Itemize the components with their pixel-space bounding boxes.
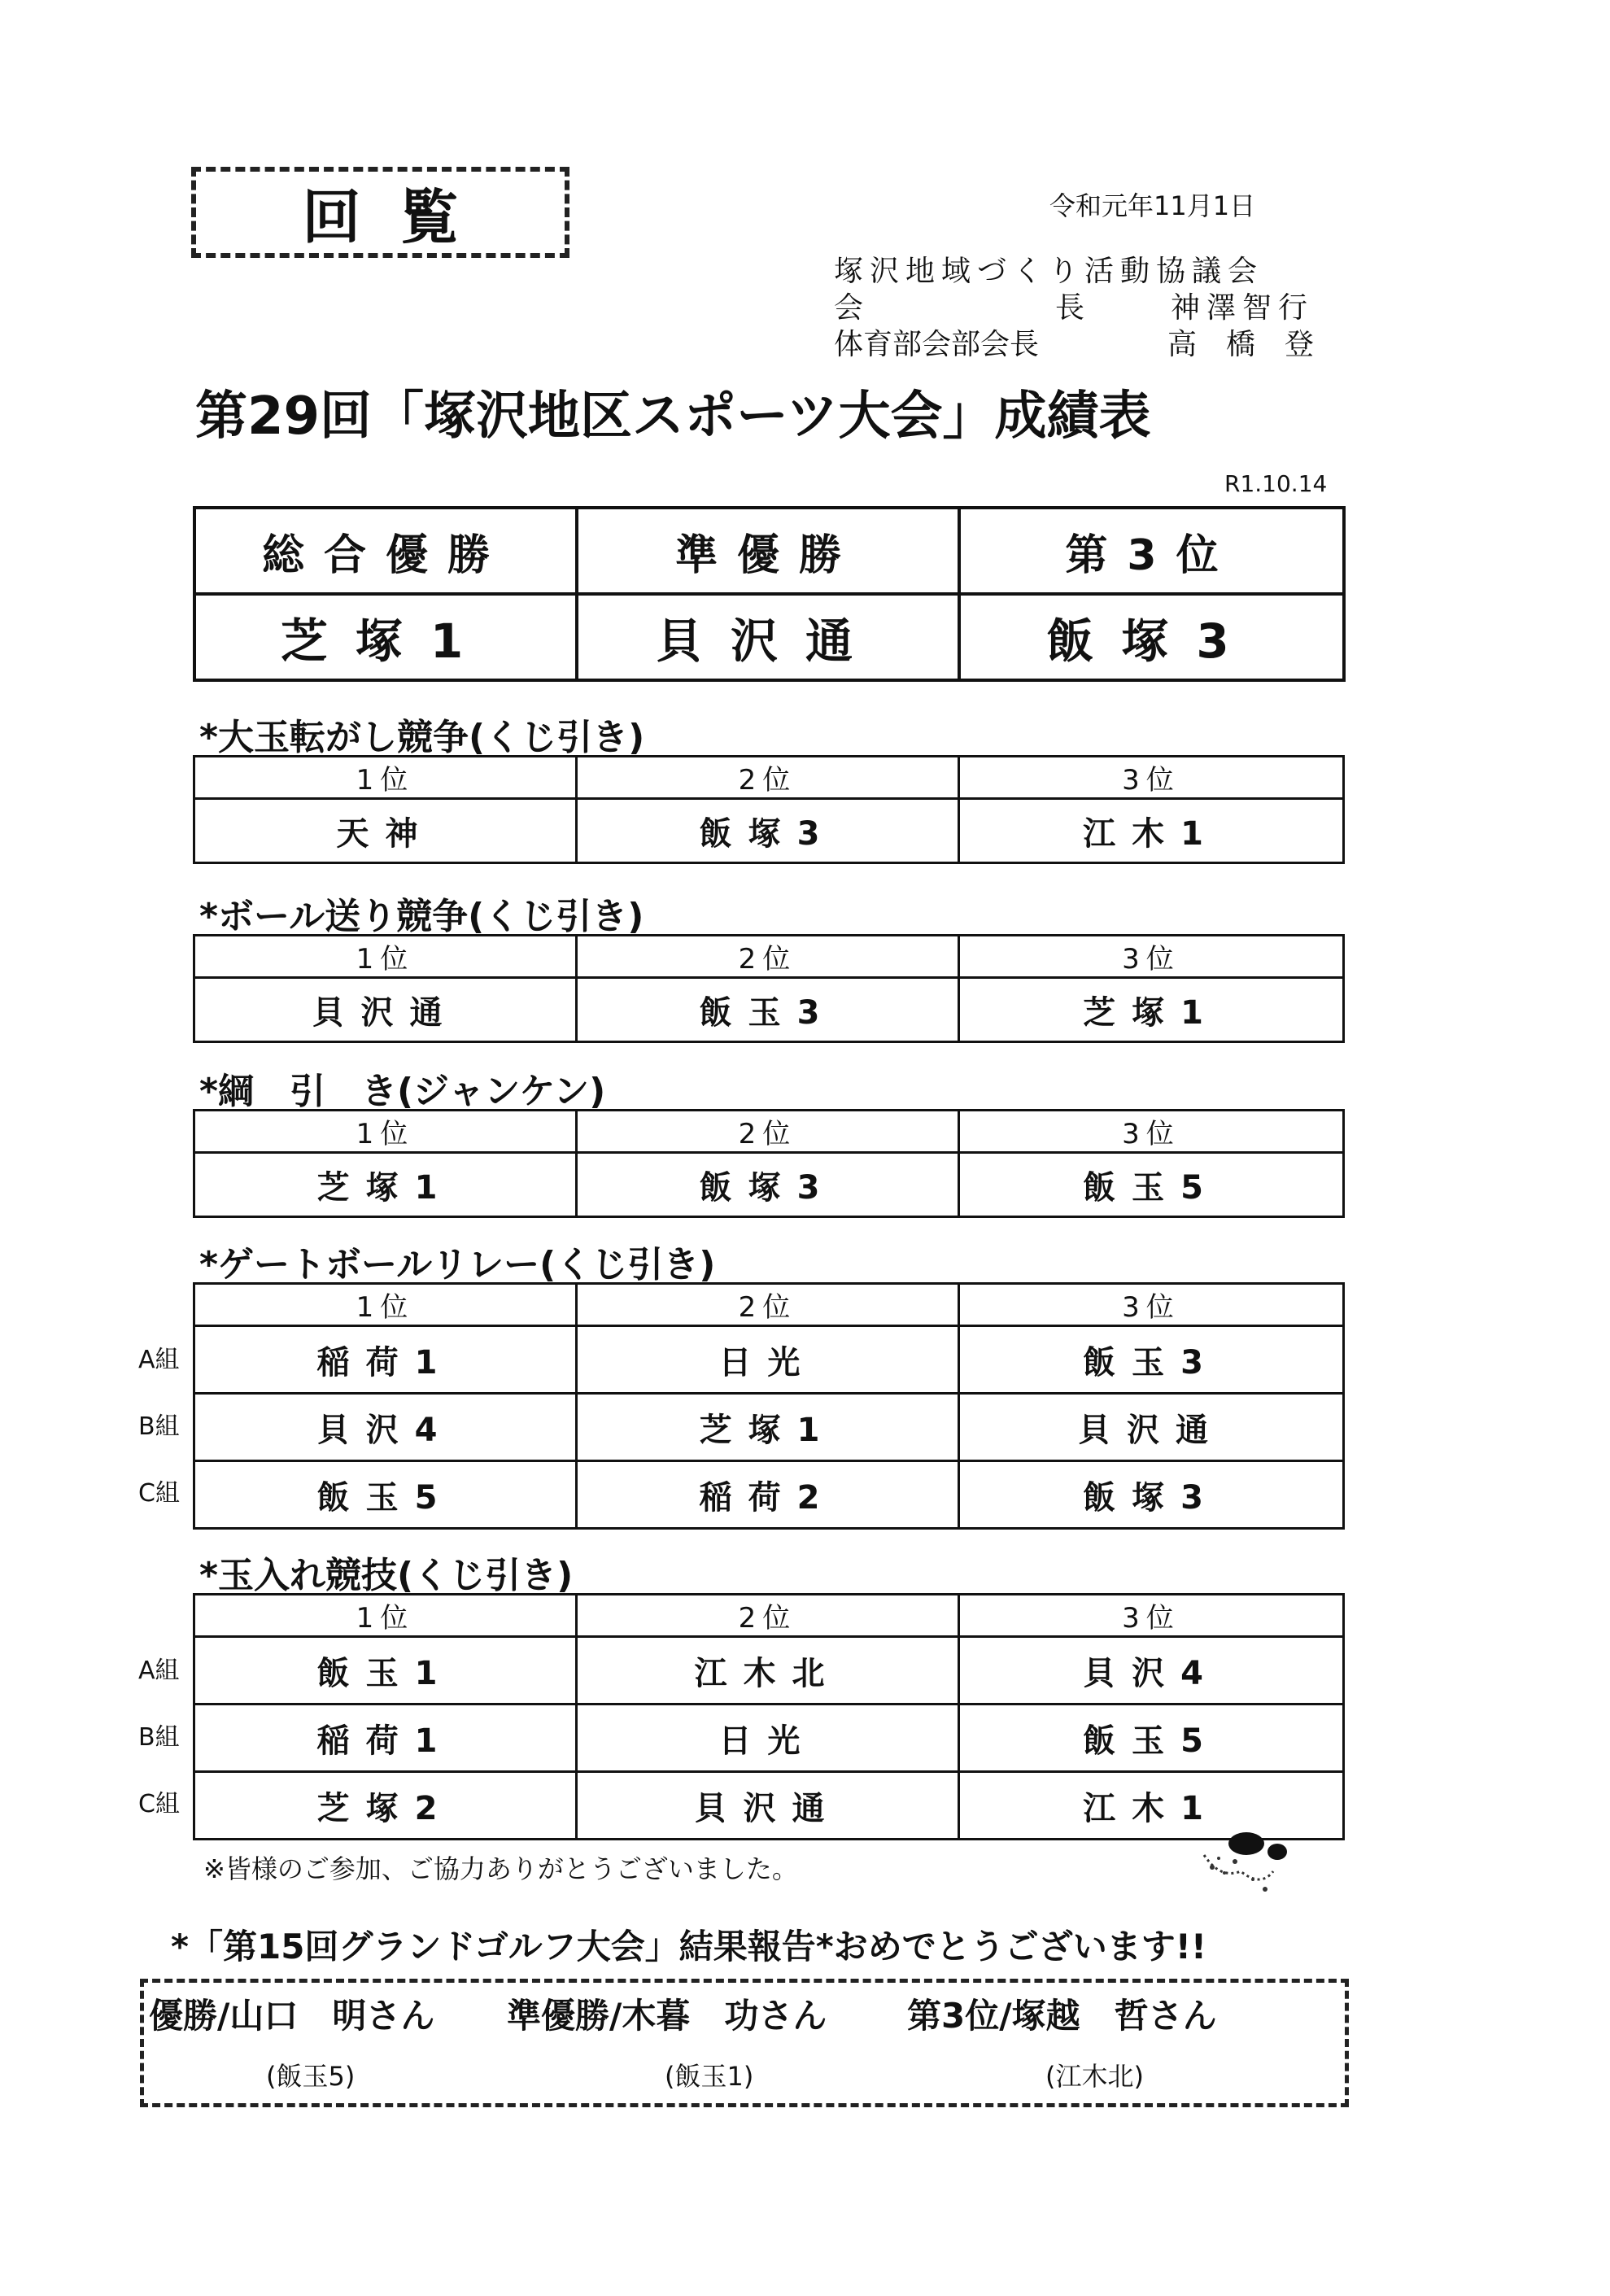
result-cell: 芝塚2: [194, 1772, 577, 1840]
event-table: [193, 1109, 1345, 1218]
result-cell: 飯玉3: [577, 978, 959, 1042]
result-cell: 芝塚1: [194, 1153, 577, 1217]
table-row: [194, 1394, 1344, 1461]
event-title: *玉入れ競技(くじ引き): [199, 1555, 574, 1596]
overall-value-row: [194, 594, 1344, 680]
overall-header-2: 準優勝: [577, 508, 959, 594]
decoration-illustration-icon: [1196, 1822, 1294, 1904]
rank-header: 1位: [194, 936, 577, 978]
rank-header: 2位: [577, 1595, 959, 1637]
event-title: *ボール送り競争(くじ引き): [199, 896, 644, 937]
overall-header-row: [194, 508, 1344, 594]
event-table: [193, 1282, 1345, 1530]
result-cell: 飯玉3: [959, 1326, 1344, 1394]
chair-label: 会 長: [834, 291, 1167, 325]
event-title: *ゲートボールリレー(くじ引き): [199, 1244, 716, 1285]
rank-header-row: [194, 936, 1344, 978]
result-cell: 芝塚1: [577, 1394, 959, 1461]
report-date: R1.10.14: [1224, 470, 1328, 497]
winner-1-area: (飯玉5): [266, 2061, 356, 2092]
rank-header: 2位: [577, 757, 959, 799]
winner-2: 準優勝/木暮 功さん: [507, 1996, 827, 2036]
rank-header: 2位: [577, 1111, 959, 1153]
result-cell: 稲荷1: [194, 1326, 577, 1394]
event-title: *大玉転がし競争(くじ引き): [199, 717, 645, 758]
result-cell: 芝塚1: [959, 978, 1344, 1042]
group-label: A組: [138, 1346, 180, 1374]
rank-header-row: [194, 1595, 1344, 1637]
result-cell: 江木北: [577, 1637, 959, 1705]
result-cell: 飯塚3: [577, 1153, 959, 1217]
rank-header: 2位: [577, 1284, 959, 1326]
rank-header: 3位: [959, 1595, 1344, 1637]
document-title: 第29回「塚沢地区スポーツ大会」成績表: [195, 386, 1151, 447]
rank-header: 3位: [959, 1111, 1344, 1153]
result-cell: 飯玉1: [194, 1637, 577, 1705]
event-table: [193, 934, 1345, 1043]
overall-header-1: 総合優勝: [194, 508, 577, 594]
group-label: C組: [138, 1790, 180, 1818]
rank-header: 2位: [577, 936, 959, 978]
rank-header-row: [194, 1111, 1344, 1153]
result-cell: 貝沢通: [959, 1394, 1344, 1461]
table-row: [194, 1461, 1344, 1529]
result-cell: 稲荷1: [194, 1705, 577, 1772]
rank-header: 3位: [959, 1284, 1344, 1326]
result-cell: 江木1: [959, 799, 1344, 863]
issue-date: 令和元年11月1日: [1049, 190, 1256, 221]
event-table: [193, 755, 1345, 864]
result-cell: 日光: [577, 1705, 959, 1772]
overall-header-3: 第3位: [959, 508, 1344, 594]
rank-header: 1位: [194, 757, 577, 799]
overall-value-3: 飯塚3: [959, 594, 1344, 680]
dept-line: [834, 321, 1314, 363]
group-label: C組: [138, 1479, 180, 1508]
winner-1: 優勝/山口 明さん: [149, 1996, 435, 2036]
grand-golf-heading: *「第15回グランドゴルフ大会」結果報告*おめでとうございます!!: [171, 1927, 1207, 1966]
result-cell: 飯玉5: [959, 1153, 1344, 1217]
winner-2-area: (飯玉1): [665, 2061, 754, 2092]
result-cell: 飯玉5: [194, 1461, 577, 1529]
result-cell: 飯塚3: [577, 799, 959, 863]
rank-header: 1位: [194, 1111, 577, 1153]
table-row: [194, 978, 1344, 1042]
kairan-stamp: 回覧: [191, 167, 569, 258]
table-row: [194, 799, 1344, 863]
result-cell: 貝沢4: [959, 1637, 1344, 1705]
grand-golf-box: [140, 1979, 1349, 2107]
rank-header-row: [194, 757, 1344, 799]
chair-line: [834, 285, 1314, 326]
org-name-text: 塚沢地域づくり活動協議会: [834, 255, 1264, 288]
winner-3: 第3位/塚越 哲さん: [907, 1996, 1217, 2036]
result-cell: 飯玉5: [959, 1705, 1344, 1772]
result-cell: 日光: [577, 1326, 959, 1394]
event-table: [193, 1593, 1345, 1840]
group-label: B組: [138, 1412, 180, 1441]
result-cell: 貝沢通: [577, 1772, 959, 1840]
dept-name: 高 橋 登: [1167, 328, 1314, 361]
table-row: [194, 1637, 1344, 1705]
table-row: [194, 1326, 1344, 1394]
org-name: [834, 248, 1314, 290]
rank-header: 1位: [194, 1284, 577, 1326]
group-label: B組: [138, 1723, 180, 1752]
result-cell: 天神: [194, 799, 577, 863]
overall-value-2: 貝沢通: [577, 594, 959, 680]
chair-name: 神澤智行: [1170, 291, 1314, 325]
rank-header-row: [194, 1284, 1344, 1326]
group-label: A組: [138, 1657, 180, 1685]
result-cell: 江木1: [959, 1772, 1344, 1840]
table-row: [194, 1153, 1344, 1217]
rank-header: 3位: [959, 936, 1344, 978]
result-cell: 貝沢通: [194, 978, 577, 1042]
dept-label: 体育部会部会長: [834, 328, 1040, 361]
thanks-note: ※皆様のご参加、ご協力ありがとうございました。: [203, 1853, 798, 1884]
overall-table: [193, 506, 1346, 682]
winner-3-area: (江木北): [1045, 2061, 1144, 2092]
rank-header: 1位: [194, 1595, 577, 1637]
result-cell: 飯塚3: [959, 1461, 1344, 1529]
result-cell: 稲荷2: [577, 1461, 959, 1529]
table-row: [194, 1772, 1344, 1840]
rank-header: 3位: [959, 757, 1344, 799]
event-title: *綱 引 き(ジャンケン): [199, 1071, 606, 1112]
table-row: [194, 1705, 1344, 1772]
overall-value-1: 芝塚1: [194, 594, 577, 680]
result-cell: 貝沢4: [194, 1394, 577, 1461]
